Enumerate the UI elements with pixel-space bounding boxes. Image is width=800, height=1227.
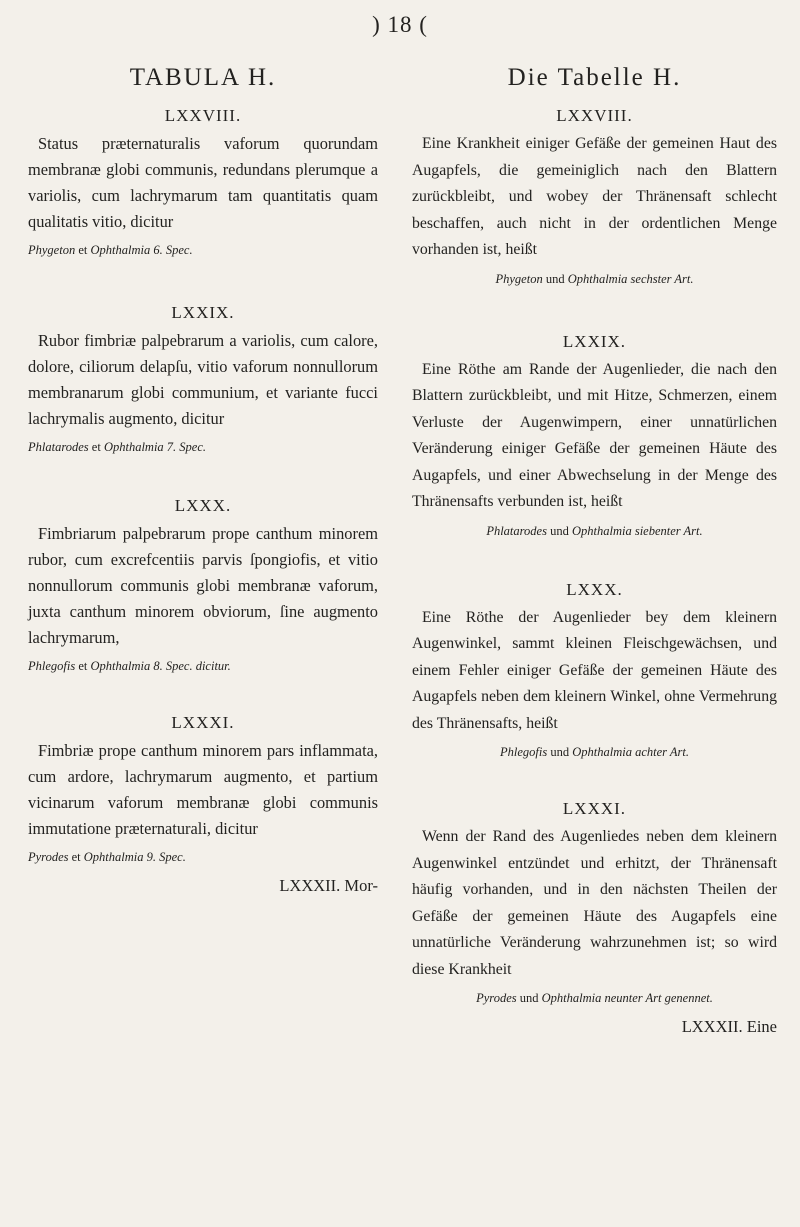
german-column — [412, 60, 777, 1037]
section-text: Rubor fimbriæ palpebrarum a variolis, cum calore, dolore, ciliorum delapſu, vitio vaforum nonnullorum membranarum globi communium, et variante fucci lachrymalis augmento, dicitur — [28, 331, 378, 428]
catchword: LXXXII. Eine — [681, 1017, 777, 1036]
section-text: Eine Röthe der Augenlieder bey dem kleinern Augenwinkel, sammt kleinen Fleischgewächsen, und einem Fehler einiger Gefäße der gemeinen Häute des Augapfels neben dem kleinern Winkel, ohne Vermehrung des Thränensafts, heißt — [412, 608, 777, 732]
section-number: LXXIX. — [562, 331, 627, 351]
section-text: Fimbriæ prope canthum minorem pars inflammata, cum ardore, lachrymarum augmento, et partium vicinarum vaforum membranæ globi communis immutatione præternaturali, dicitur — [28, 741, 378, 838]
section-term: Phlatarodes et Ophthalmia 7. Spec. — [28, 440, 207, 454]
section-text: Eine Krankheit einiger Gefäße der gemeinen Haut des Augapfels, die gemeiniglich nach den Blattern zurückbleibt, und wobey der Thränensaft schlecht beschaffen, auch nicht in der ordentlichen Menge vorhanden ist, heißt — [412, 135, 777, 258]
section-number: LXXVIII. — [556, 106, 633, 125]
section-number: LXXXI. — [171, 713, 235, 732]
german-title: Die Tabelle H. — [507, 64, 682, 91]
section-number: LXXVIII. — [164, 106, 242, 125]
section-term: Pyrodes et Ophthalmia 9. Spec. — [28, 850, 186, 864]
latin-column — [28, 60, 378, 896]
catchword: LXXXII. Mor- — [279, 876, 378, 895]
latin-section-79 — [28, 303, 378, 456]
page-number: ) 18 ( — [372, 12, 428, 37]
german-section-81 — [412, 799, 777, 1007]
section-term: Phlegofis und Ophthalmia achter Art. — [500, 745, 689, 759]
section-text: Eine Röthe am Rande der Augenlieder, die nach den Blattern zurückbleibt, und mit Hitze, Schmerzen, einem Verluste der Augenwimpern, einer unnatürlichen Veränderung einiger Gefäße der gemeinen Häute des Augapfels, und einer Abwechselung in der Menge des Thränensafts verbunden ist, heißt — [412, 360, 777, 510]
section-number: LXXIX. — [171, 303, 235, 322]
latin-section-80 — [28, 496, 378, 675]
latin-section-81 — [28, 713, 378, 866]
section-term: Phlegofis et Ophthalmia 8. Spec. dicitur. — [28, 659, 231, 673]
latin-section-78 — [28, 106, 378, 259]
section-number: LXXXI. — [562, 799, 627, 818]
section-term: Pyrodes und Ophthalmia neunter Art genennet. — [476, 991, 713, 1005]
section-text: Wenn der Rand des Augenliedes neben dem kleinern Augenwinkel entzündet und erhitzt, der Thränensaft häufig vorhanden, und in den nächsten Theilen der Gefäße der gemeinen Häute des Augapfels eine unnatürliche Veränderung wahrzunehmen ist; so wird diese Krankheit — [412, 828, 777, 978]
german-section-80 — [412, 580, 777, 762]
section-term: Phygeton und Ophthalmia sechster Art. — [495, 271, 694, 286]
latin-title: TABULA H. — [129, 64, 277, 91]
section-text: Status præternaturalis vaforum quorundam membranæ globi communis, redundans plerumque a variolis, cum lachrymarum tam quantitatis quam qualitatis vitio, dicitur — [28, 134, 378, 231]
german-section-78 — [412, 106, 777, 288]
section-term: Phlatarodes und Ophthalmia siebenter Art. — [486, 523, 703, 538]
section-text: Fimbriarum palpebrarum prope canthum minorem rubor, cum excrefcentiis parvis ſpongiofis, et vitio nonnullorum communis globi membranæ vaforum, juxta canthum minorem obviorum, ſine augmento lachrymarum, — [28, 524, 378, 647]
german-section-79 — [412, 332, 777, 540]
section-number: LXXX. — [174, 496, 232, 515]
section-number: LXXX. — [566, 579, 623, 599]
section-term: Phygeton et Ophthalmia 6. Spec. — [28, 243, 193, 257]
